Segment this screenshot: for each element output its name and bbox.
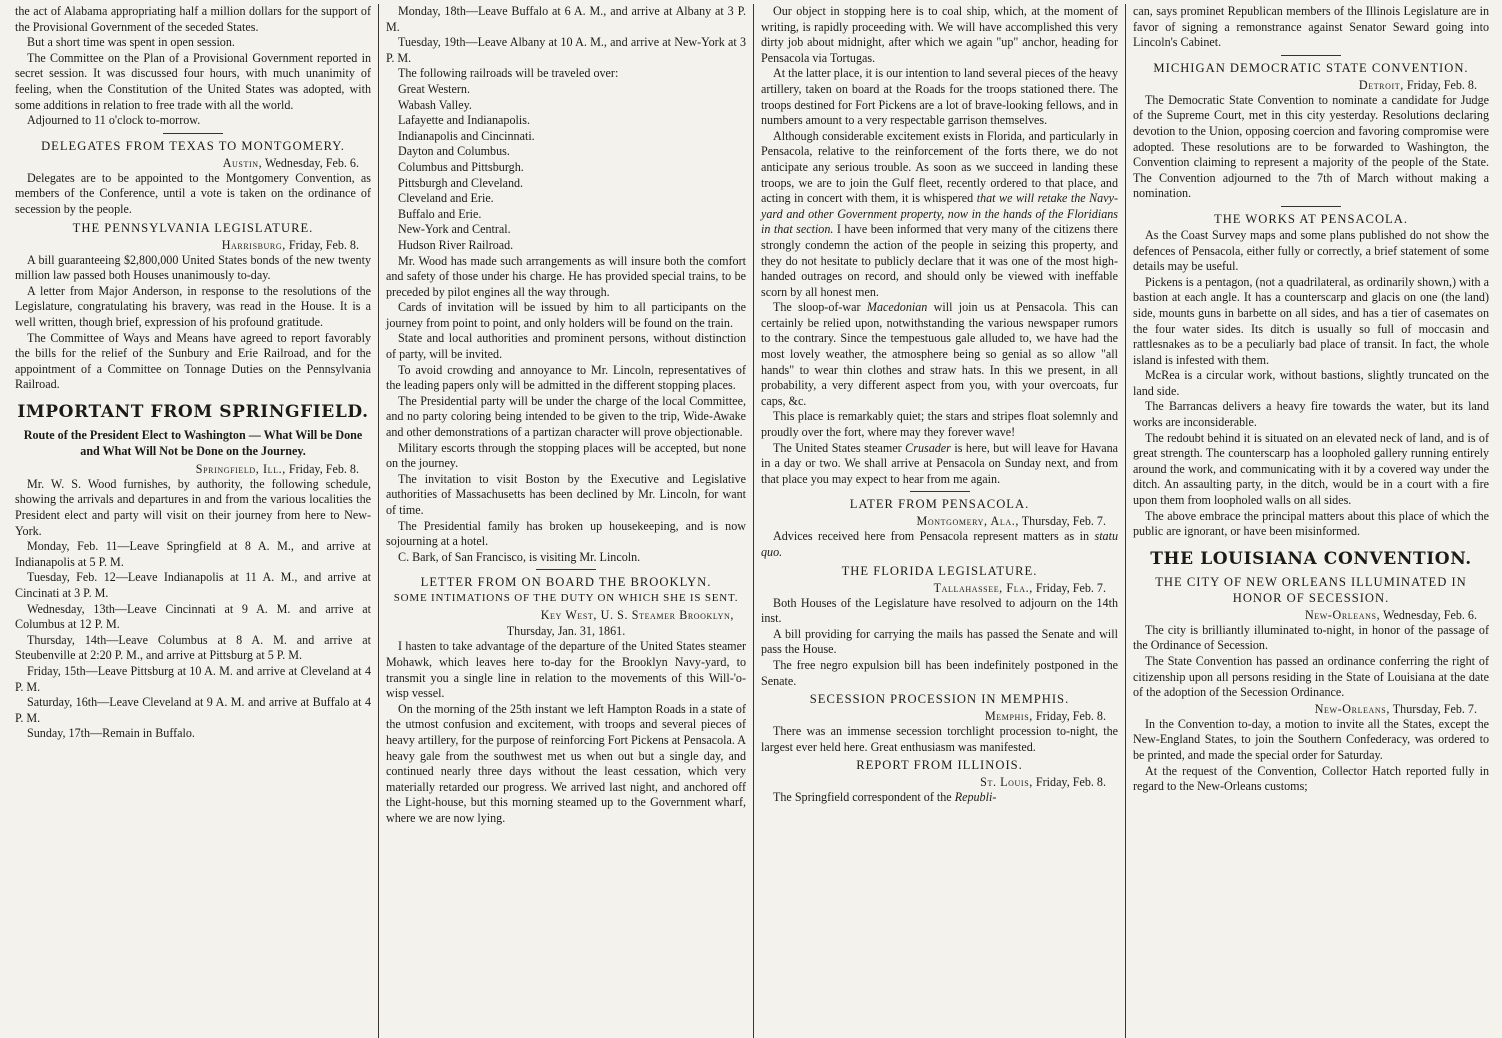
paragraph: can, says prominet Republican members of the Illinois Legislature are in favor of signing a remonstrance against Senator Seward going into Lincoln's Cabinet. — [1133, 4, 1489, 50]
paragraph: A bill guaranteeing $2,800,000 United States bonds of the new twenty million law passed both Houses unanimously to-day. — [15, 252, 371, 283]
paragraph: The Committee of Ways and Means have agreed to report favorably the bills for the relief of the Sunbury and Erie Railroad, and for the appointment of a Committee on Tonnage Duties on the Pennsylvania Railroad. — [15, 330, 371, 392]
italic-run: statu quo. — [761, 529, 1119, 559]
italic-run: Crusader — [905, 440, 951, 455]
dateline — [761, 580, 1118, 596]
paragraph: This place is remarkably quiet; the stars and stripes float solemnly and proudly over the fort, where may they forever wave! — [761, 409, 1118, 440]
dateline — [15, 237, 371, 253]
italic-run: that we will retake the Navy-yard and other Government property, now in the hands of the Floridians in that section. — [761, 191, 1118, 237]
paragraph — [761, 441, 1118, 488]
list-item: New-York and Central. — [398, 222, 511, 237]
dateline-place: Tallahassee, Fla., — [933, 580, 1033, 595]
text-run: The sloop-of-war — [773, 300, 861, 315]
paragraph: The Presidential party will be under the charge of the local Committee, and no party coloring being intended to be given to the trip, Wide-Awake and other demonstrations of a partizan character will prove objectionable. — [386, 393, 746, 440]
headline-memphis: SECESSION PROCESSION IN MEMPHIS. — [809, 692, 1070, 707]
dateline-place: Detroit, — [1358, 77, 1404, 92]
list-item: Buffalo and Erie. — [398, 206, 482, 221]
headline-florida: THE FLORIDA LEGISLATURE. — [841, 563, 1038, 578]
headline-louisiana: THE LOUISIANA CONVENTION. — [1150, 548, 1472, 569]
text-run: The Springfield correspondent of the — [773, 790, 952, 805]
dateline-place: Memphis, — [984, 709, 1033, 724]
dateline-place: Montgomery, Ala., — [916, 514, 1019, 529]
column-2 — [378, 4, 753, 1038]
schedule-entry: Friday, 15th—Leave Pittsburg at 10 A. M. and arrive at Cleveland at 4 P. M. — [15, 664, 371, 694]
paragraph: The free negro expulsion bill has been indefinitely postponed in the Senate. — [761, 657, 1118, 688]
schedule-entry: Monday, Feb. 11—Leave Springfield at 8 A. M., and arrive at Indianapolis at 5 P. M. — [15, 539, 371, 569]
text-run: will join us at Pensacola. This can certainly be relied upon, notwithstanding the various newspaper rumors to the contrary. Since the tempestuous gale alluded to, we have had the most lovely weather, the atmosphere being so genial as so allow "all hands" to wear thin clothes and straw hats. In this we present, in all probability, a very different aspect from you, with your overcoats, fur caps, &c. — [761, 300, 1119, 408]
paragraph: I hasten to take advantage of the departure of the United States steamer Mohawk, which leaves here to-day for the Brooklyn Navy-yard, to transmit you a single line in relation to the movements of this Will-'o-wisp vessel. — [386, 639, 746, 701]
paragraph: On the morning of the 25th instant we left Hampton Roads in a state of the utmost confusion and excitement, with troops and several pieces of heavy artillery, for the purpose of reinforcing Fort Pickens at Pensacola. A heavy gale from the southwest met us when out but a single day, and continued nearly three days without the least cessation, which very materially retarded our progress. We arrived last night, and anchored off the Light-house, but this morning steamed up to the Government wharf, where we are now lying. — [386, 701, 746, 825]
paragraph: The Committee on the Plan of a Provisional Government reported in secret session. It was discussed four hours, with much unanimity of feeling, when the Constitution of the United States was adopted, with some additions in relation to free trade with all the world. — [15, 50, 371, 112]
dateline-date: Friday, Feb. 8. — [1035, 709, 1106, 724]
dateline — [1133, 77, 1489, 93]
railroad-list — [386, 82, 746, 254]
paragraph — [761, 790, 1118, 806]
list-item: Wabash Valley. — [398, 97, 472, 112]
dateline-place: New-Orleans, — [1304, 607, 1381, 622]
list-item: Hudson River Railroad. — [398, 237, 514, 252]
paragraph: Both Houses of the Legislature have resolved to adjourn on the 14th inst. — [761, 595, 1118, 626]
paragraph: The above embrace the principal matters about this place of which the public are ignorant, or have been misinformed. — [1133, 508, 1489, 539]
list-item: Cleveland and Erie. — [398, 191, 494, 206]
paragraph: Mr. W. S. Wood furnishes, by authority, the following schedule, showing the arrivals and departures in and from the various localities the President elect and party will visit on their journey from here to New-York. — [15, 476, 371, 538]
dateline-place: St. Louis, — [980, 775, 1033, 790]
dateline — [761, 708, 1118, 724]
dateline — [15, 155, 371, 171]
paragraph — [761, 129, 1118, 301]
headline-works-pensacola: THE WORKS AT PENSACOLA. — [1214, 211, 1408, 226]
paragraph: At the request of the Convention, Collector Hatch reported fully in regard to the New-Orleans customs; — [1133, 763, 1489, 794]
column-1 — [8, 4, 378, 1038]
paragraph: State and local authorities and prominent persons, without distinction of party, will be invited. — [386, 331, 746, 362]
dateline-place: Springfield, Ill., — [195, 461, 286, 476]
paragraph: Cards of invitation will be issued by him to all participants on the journey from point to point, and only holders will be found on the train. — [386, 300, 746, 330]
paragraph: the act of Alabama appropriating half a million dollars for the support of the Provisional Government of the seceded States. — [15, 4, 371, 34]
italic-run: Macedonian — [866, 300, 928, 315]
paragraph: There was an immense secession torchlight procession to-night, the largest ever held here. Great enthusiasm was manifested. — [761, 724, 1118, 754]
schedule-entry: Tuesday, Feb. 12—Leave Indianapolis at 11 A. M., and arrive at Cincinati at 3 P. M. — [15, 570, 371, 601]
text-run: is here, but will leave for Havana in a day or two. We shall arrive at Pensacola on Sunday next, and from that place you may expect to hear from me again. — [761, 440, 1119, 486]
column-4 — [1125, 4, 1496, 1038]
schedule-entry: Thursday, 14th—Leave Columbus at 8 A. M. and arrive at Steubenville at 2:20 P. M., and arrive at Pittsburg at 5 P. M. — [15, 632, 371, 663]
divider — [1281, 206, 1341, 207]
dateline — [761, 513, 1118, 529]
list-item: Great Western. — [398, 81, 471, 96]
column-3 — [753, 4, 1125, 1038]
paragraph: Delegates are to be appointed to the Montgomery Convention, as members of the Conference, until a vote is taken on the ordinance of secession by the people. — [15, 170, 371, 216]
paragraph: In the Convention to-day, a motion to invite all the States, except the New-England States, to join the Southern Confederacy, was ordered to be printed, and made the special order for Saturday. — [1133, 716, 1489, 762]
subhead-new-orleans: THE CITY OF NEW ORLEANS ILLUMINATED IN HONOR OF SECESSION. — [1155, 574, 1467, 605]
schedule-entry: Saturday, 16th—Leave Cleveland at 9 A. M. and arrive at Buffalo at 4 P. M. — [15, 695, 371, 725]
headline-illinois: REPORT FROM ILLINOIS. — [856, 758, 1023, 773]
subhead-brooklyn: SOME INTIMATIONS OF THE DUTY ON WHICH SHE IS SENT. — [393, 592, 739, 605]
paragraph: Pickens is a pentagon, (not a quadrilateral, as ordinarily shown,) with a bastion at each angle. It has a counterscarp and glacis on one (the land) side, mounts guns in barbette on all sides, and has a tier of casemates on the four water sides. Its ditch is usually so full of moccasin and rattlesnakes as to be a peculiarly bad place of transit. In fact, the whole island is infested with them. — [1133, 274, 1489, 367]
headline-brooklyn: LETTER FROM ON BOARD THE BROOKLYN. — [420, 575, 712, 590]
paragraph — [761, 300, 1118, 409]
dateline — [15, 461, 371, 477]
paragraph: The Democratic State Convention to nominate a candidate for Judge of the Supreme Court, met in this city yesterday. Resolutions declaring devotion to the Union, opposing coercion and favoring compromise were adopted. These resolutions are to be forwarded to Washington, the Convention claiming to represent a majority of the people of the State. The Convention adjourned to the 7th of March without making a nomination. — [1133, 92, 1489, 201]
dateline — [1133, 607, 1489, 623]
paragraph: Our object in stopping here is to coal ship, which, at the moment of writing, is rapidly proceeding with. We will have accomplished this very dirty job about midnight, after which we again "up" anchor, heading for Pensacola via Tortugas. — [761, 4, 1118, 65]
dateline-date: Friday, Feb. 8. — [1035, 775, 1106, 790]
dateline-date: Friday, Feb. 8. — [288, 461, 359, 476]
paragraph: The invitation to visit Boston by the Executive and Legislative authorities of Massachusetts has been declined by Mr. Lincoln, for want of time. — [386, 471, 746, 517]
paragraph: Adjourned to 11 o'clock to-morrow. — [27, 113, 201, 128]
list-item: Columbus and Pittsburgh. — [398, 159, 524, 174]
headline-texas: DELEGATES FROM TEXAS TO MONTGOMERY. — [41, 138, 345, 153]
text-run: The United States steamer — [773, 440, 902, 455]
paragraph — [761, 529, 1118, 560]
paragraph: The Presidential family has broken up housekeeping, and is now sojourning at a hotel. — [386, 518, 746, 549]
paragraph: The Barrancas delivers a heavy fire towards the water, but its land works are inconsiderable. — [1133, 399, 1489, 430]
dateline-date: Thursday, Feb. 7. — [1392, 701, 1477, 716]
paragraph: But a short time was spent in open session. — [27, 35, 235, 50]
divider — [163, 133, 223, 134]
headline-later-pensacola: LATER FROM PENSACOLA. — [849, 497, 1030, 512]
paragraph: Mr. Wood has made such arrangements as will insure both the comfort and safety of those under his charge. He has provided special trains, to be preceded by pilot engines all the way through. — [386, 253, 746, 299]
paragraph: The State Convention has passed an ordinance conferring the right of citizenship upon all persons residing in the State of Louisiana at the date of the adoption of the Secession Ordinance. — [1133, 654, 1489, 700]
text-run: Advices received here from Pensacola represent matters as in — [773, 529, 1090, 544]
dateline-date: Wednesday, Feb. 6. — [265, 155, 359, 170]
paragraph: A bill providing for carrying the mails has passed the Senate and will pass the House. — [761, 626, 1118, 657]
text-run: Although considerable excitement exists in Florida, and particularly in Pensacola, relative to the reinforcement of the forts there, we do not anticipate any serious trouble. As soon as we succeed in landing these troops, we are to join the Gulf fleet, recently ordered to that place, and acting in concert with them, it is whispered — [761, 128, 1118, 206]
paragraph: C. Bark, of San Francisco, is visiting Mr. Lincoln. — [398, 549, 641, 564]
list-item: Indianapolis and Cincinnati. — [398, 128, 535, 143]
paragraph: At the latter place, it is our intention to land several pieces of the heavy artillery, taken on board at the Roads for the troops stationed there. The troops destined for Fort Pickens are a lot of brave-looking fellows, and in numbers amount to a very respectable garrison themselves. — [761, 66, 1118, 128]
paragraph: As the Coast Survey maps and some plans published do not show the defences of Pensacola, either fully or correctly, a brief statement of some details may be useful. — [1133, 227, 1489, 274]
dateline-place: Harrisburg, — [221, 237, 286, 252]
dateline-date: Thursday, Jan. 31, 1861. — [506, 624, 626, 639]
paragraph: The city is brilliantly illuminated to-night, in honor of the passage of the Ordinance of Secession. — [1133, 622, 1489, 653]
list-item: Lafayette and Indianapolis. — [398, 113, 530, 128]
dateline-place: Key West, U. S. Steamer Brooklyn, — [540, 608, 734, 623]
schedule-entry: Wednesday, 13th—Leave Cincinnati at 9 A. M. and arrive at Columbus at 12 P. M. — [15, 601, 371, 632]
deck-springfield: Route of the President Elect to Washington — What Will be Done and What Will Not be Done on the Journey. — [23, 427, 363, 458]
schedule-entry: Monday, 18th—Leave Buffalo at 6 A. M., and arrive at Albany at 3 P. M. — [386, 4, 746, 34]
dateline-place: Austin, — [222, 155, 263, 170]
list-item: Pittsburgh and Cleveland. — [398, 175, 524, 190]
dateline-date: Thursday, Feb. 7. — [1021, 514, 1106, 529]
schedule-entry: Tuesday, 19th—Leave Albany at 10 A. M., and arrive at New-York at 3 P. M. — [386, 35, 746, 65]
dateline-date: Friday, Feb. 8. — [288, 237, 359, 252]
paragraph: McRea is a circular work, without bastions, slightly truncated on the land side. — [1133, 368, 1489, 398]
schedule-entry: Sunday, 17th—Remain in Buffalo. — [27, 726, 195, 741]
dateline-place: New-Orleans, — [1314, 701, 1390, 716]
paragraph: The following railroads will be traveled over: — [398, 66, 619, 81]
headline-springfield: IMPORTANT FROM SPRINGFIELD. — [17, 401, 369, 422]
paragraph: Military escorts through the stopping places will be accepted, but none on the journey. — [386, 440, 746, 471]
paragraph: The redoubt behind it is situated on an elevated neck of land, and is of great strength. The counterscarp has a loopholed gallery running entirely around the work, and communicating with it by a covered way under the ditch. An assaulting party, in the ditch, would be in a court with a fire upon them from loopholed walls on all sides. — [1133, 430, 1489, 508]
divider — [1281, 55, 1341, 56]
list-item: Dayton and Columbus. — [398, 144, 510, 159]
dateline — [386, 607, 746, 623]
italic-run: Republi- — [954, 790, 997, 805]
divider — [536, 569, 596, 570]
dateline — [761, 774, 1118, 790]
dateline-date: Friday, Feb. 7. — [1035, 580, 1106, 595]
dateline — [1133, 701, 1489, 717]
dateline-date: Friday, Feb. 8. — [1406, 77, 1477, 92]
paragraph: To avoid crowding and annoyance to Mr. Lincoln, representatives of the leading papers only will be admitted in the different stopping places. — [386, 362, 746, 393]
headline-michigan: MICHIGAN DEMOCRATIC STATE CONVENTION. — [1153, 60, 1469, 75]
divider — [910, 491, 970, 492]
paragraph: A letter from Major Anderson, in response to the resolutions of the Legislature, congratulating his bravery, was read in the House. It is a well written, though brief, expression of his profound gratitude. — [15, 283, 371, 329]
text-run: I have been informed that very many of the citizens there strongly condemn the action of the people in seizing this property, and they do not hesitate to publicly declare that it was one of the most high-handed outrages on record, and should only be viewed with ineffable scorn by all honest men. — [761, 222, 1119, 299]
dateline-date: Wednesday, Feb. 6. — [1383, 607, 1477, 622]
headline-pennsylvania: THE PENNSYLVANIA LEGISLATURE. — [72, 220, 314, 235]
